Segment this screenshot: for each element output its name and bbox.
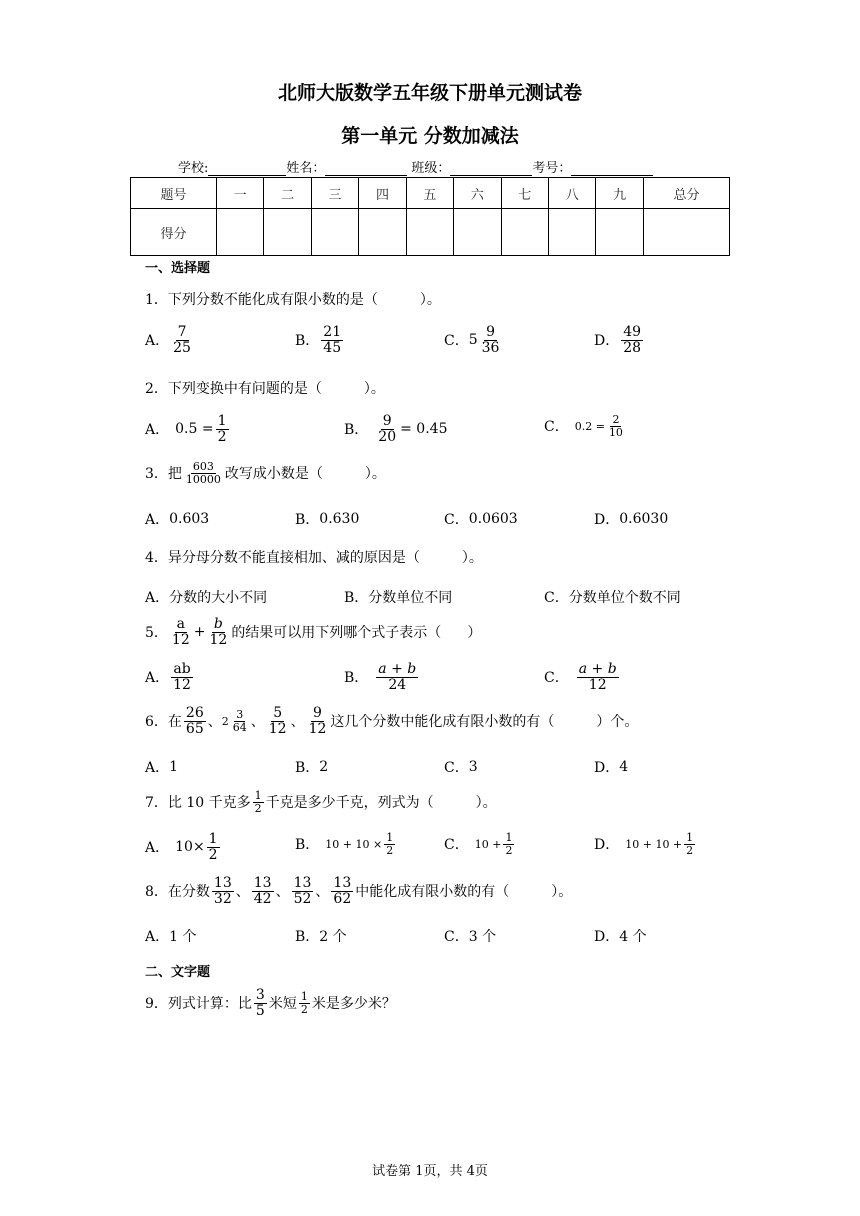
option-value: 0.6030: [619, 511, 669, 527]
question-text: 下列变换中有问题的是（: [167, 381, 322, 397]
page-subtitle: 第一单元 分数加减法: [341, 125, 519, 147]
denominator: 5: [255, 1002, 265, 1019]
denominator: 24: [388, 676, 407, 693]
option-value: 2 个: [319, 929, 347, 945]
option-value: 0.0603: [468, 511, 518, 527]
question-text: 千克是多少千克，列式为（: [265, 795, 434, 812]
denominator: 2: [686, 843, 694, 857]
question-pre: 列式计算：比: [167, 996, 252, 1013]
question-number: 4．: [145, 550, 168, 566]
option-label: B．: [295, 929, 320, 945]
page-title: 北师大版数学五年级下册单元测试卷: [277, 82, 582, 104]
fraction: [607, 414, 625, 438]
numerator: 1: [254, 789, 262, 802]
numerator: 1: [386, 831, 394, 844]
question-5: [145, 617, 481, 647]
option-label: D．: [594, 760, 620, 776]
expression-left: 10×: [175, 839, 205, 856]
numerator: 1: [217, 413, 227, 429]
score-cell[interactable]: [406, 209, 453, 256]
separator: 、: [250, 714, 265, 731]
option-label: A．: [145, 929, 170, 945]
numerator: 603: [192, 460, 214, 473]
option-label: D．: [594, 333, 620, 350]
exam-no-blank[interactable]: [571, 162, 653, 176]
denominator: 12: [588, 676, 607, 693]
fraction: [184, 706, 206, 736]
option-value: 4: [619, 759, 629, 775]
q4-option-c[interactable]: [544, 587, 681, 607]
numerator: 7: [177, 324, 187, 340]
denominator: 20: [378, 428, 397, 445]
q3-option-b[interactable]: [295, 509, 359, 529]
denominator: 28: [623, 339, 642, 356]
question-9: [145, 988, 396, 1018]
score-header-cell: 一: [216, 178, 263, 209]
denominator: 2: [300, 1002, 308, 1016]
question-tail: ）个。: [596, 714, 639, 731]
option-label: D．: [594, 837, 620, 854]
numerator: 5: [273, 705, 283, 721]
question-number: 1．: [145, 292, 168, 308]
denominator: 62: [333, 890, 352, 907]
option-label: C．: [544, 590, 569, 606]
denominator: 12: [171, 631, 190, 648]
fraction: [216, 414, 229, 444]
question-text: 异分母分数不能直接相加、减的原因是（: [167, 550, 420, 566]
fraction: [253, 790, 264, 814]
question-pre: 比 10 千克多: [167, 795, 251, 812]
q8-option-d[interactable]: [594, 926, 647, 946]
question-number: 2．: [145, 381, 168, 397]
fraction: [331, 876, 353, 906]
question-2: [145, 378, 385, 398]
q8-option-b[interactable]: [295, 926, 347, 946]
numerator: a + b: [578, 661, 617, 677]
numerator: 1: [300, 990, 308, 1004]
score-header-cell: 六: [454, 178, 501, 209]
denominator: 65: [185, 720, 204, 737]
option-value: 1 个: [169, 929, 197, 945]
name-blank[interactable]: [325, 162, 407, 176]
fraction: [307, 706, 329, 736]
numerator: 26: [185, 705, 204, 721]
question-3: [145, 461, 386, 485]
question-tail: ）。: [475, 795, 497, 812]
fraction: [171, 662, 193, 692]
page-footer: 试卷第 1页，共 4页: [372, 1164, 488, 1179]
denominator: 2: [505, 843, 513, 857]
question-number: 9．: [145, 996, 168, 1013]
option-label: A．: [145, 760, 170, 776]
score-header-cell: 四: [359, 178, 406, 209]
school-blank[interactable]: [208, 162, 286, 176]
numerator: a + b: [378, 661, 417, 677]
option-label: D．: [594, 512, 620, 528]
numerator: 13: [333, 875, 352, 891]
fraction: [376, 662, 418, 692]
school-label: 学校:: [178, 161, 209, 176]
option-value: 3 个: [468, 929, 497, 945]
separator: 、: [290, 714, 305, 731]
class-label: 班级：: [411, 161, 451, 176]
exam-no-label: 考号：: [532, 161, 572, 176]
question-tail: ）。: [461, 550, 483, 566]
score-header-cell: 七: [501, 178, 548, 209]
fraction: [621, 325, 643, 355]
numerator: 2: [612, 413, 620, 426]
fraction: [171, 325, 193, 355]
denominator: 52: [293, 890, 312, 907]
q7-option-a[interactable]: [145, 832, 222, 862]
fraction: [267, 706, 289, 736]
question-text: 下列分数不能化成有限小数的是（: [167, 292, 378, 308]
score-cell[interactable]: [643, 209, 729, 256]
question-tail: ）。: [551, 884, 573, 901]
numerator: 1: [686, 831, 694, 844]
question-tail: ）。: [364, 466, 386, 483]
q3-option-c[interactable]: [444, 509, 518, 529]
fraction: [207, 617, 229, 647]
question-text: 改写成小数是（: [224, 466, 323, 483]
numerator: 3: [255, 987, 265, 1003]
fraction: [480, 325, 502, 355]
option-label: B．: [344, 590, 369, 606]
q7-option-b[interactable]: [295, 832, 397, 856]
q2-option-a[interactable]: [145, 414, 231, 444]
fraction: [170, 617, 192, 647]
q5-option-a[interactable]: [145, 662, 195, 692]
fraction: [299, 991, 310, 1015]
class-blank[interactable]: [450, 162, 532, 176]
numerator: 9: [382, 413, 392, 429]
q7-option-c[interactable]: [444, 832, 516, 856]
option-label: B．: [295, 333, 320, 350]
option-value: 分数单位个数不同: [568, 590, 681, 606]
student-info-line: [178, 157, 653, 176]
option-label: D．: [594, 929, 620, 945]
score-cell[interactable]: [264, 209, 311, 256]
denominator: 42: [253, 890, 272, 907]
denominator: 12: [209, 631, 228, 648]
numerator: 13: [213, 875, 232, 891]
denominator: 10: [608, 425, 623, 439]
fraction: [184, 461, 223, 485]
score-header-cell: 二: [264, 178, 311, 209]
denominator: 12: [308, 720, 327, 737]
score-table-score-row: [131, 209, 730, 256]
q3-option-a[interactable]: [145, 509, 209, 529]
numerator: 3: [236, 708, 244, 722]
question-mid: 米短: [268, 996, 297, 1013]
question-pre: 在: [167, 714, 182, 731]
score-cell[interactable]: [549, 209, 596, 256]
denominator: 2: [208, 846, 218, 863]
option-label: A．: [145, 840, 170, 857]
q3-option-d[interactable]: [594, 509, 668, 529]
denominator: 25: [173, 339, 191, 356]
q1-option-d[interactable]: [594, 325, 645, 355]
score-header-cell: 三: [311, 178, 358, 209]
question-7: [145, 790, 497, 814]
q8-option-c[interactable]: [444, 926, 496, 946]
plus-sign: +: [193, 624, 206, 641]
denominator: 32: [213, 890, 232, 907]
q5-option-c[interactable]: [544, 662, 621, 692]
expression-right: = 0.45: [400, 421, 448, 438]
separator: 、: [207, 714, 222, 731]
option-label: C．: [444, 512, 469, 528]
question-number: 5．: [145, 625, 168, 642]
score-table: [130, 177, 730, 256]
denominator: 12: [268, 720, 287, 737]
q4-option-a[interactable]: [145, 587, 267, 607]
q2-option-b[interactable]: [344, 414, 447, 444]
q1-option-c[interactable]: [444, 325, 503, 355]
question-text: 中能化成有限小数的有（: [355, 884, 510, 901]
denominator: 64: [232, 720, 247, 734]
score-table-header-row: [131, 178, 730, 209]
question-number: 3．: [145, 466, 168, 483]
fraction: [254, 988, 267, 1018]
section-heading-word-problems: 二、文字题: [145, 965, 211, 980]
q1-option-b[interactable]: [295, 325, 345, 355]
expression-left: 0.5 =: [175, 421, 214, 438]
option-label: C．: [444, 837, 469, 854]
fraction: [503, 832, 514, 856]
numerator: 1: [505, 831, 513, 844]
question-8: [145, 876, 572, 906]
question-tail: ）。: [419, 292, 441, 308]
score-cell[interactable]: [454, 209, 501, 256]
score-header-cell: 总分: [643, 178, 729, 209]
question-text: 这几个分数中能化成有限小数的有（: [330, 714, 555, 731]
option-value: 1: [169, 759, 179, 775]
option-label: B．: [344, 422, 369, 439]
option-value: 4 个: [619, 929, 647, 945]
option-label: B．: [295, 837, 320, 854]
question-number: 7．: [145, 795, 168, 812]
numerator: 9: [313, 705, 322, 721]
denominator: 45: [323, 339, 342, 356]
score-cell[interactable]: [596, 209, 643, 256]
q2-option-c[interactable]: [544, 414, 627, 438]
question-6: [145, 706, 638, 736]
q8-option-a[interactable]: [145, 926, 196, 946]
question-number: 8．: [145, 884, 168, 901]
score-cell[interactable]: [216, 209, 263, 256]
score-cell[interactable]: [359, 209, 406, 256]
expression-left: 10 +: [474, 837, 502, 851]
question-pre: 在分数: [167, 884, 210, 901]
option-value: 0.630: [319, 511, 360, 527]
fraction: [376, 414, 398, 444]
separator: 、: [315, 884, 330, 901]
option-label: A．: [145, 590, 170, 606]
q5-option-b[interactable]: [344, 662, 420, 692]
q4-option-b[interactable]: [344, 587, 452, 607]
fraction: [577, 662, 619, 692]
option-label: C．: [544, 419, 569, 436]
expression-left: 0.2 =: [574, 419, 605, 433]
option-label: A．: [145, 333, 170, 350]
denominator: 2: [254, 801, 262, 815]
score-header-cell: 题号: [131, 178, 217, 209]
expression-left: 10 + 10 ×: [325, 837, 383, 851]
option-label: C．: [444, 929, 469, 945]
option-value: 2: [319, 759, 329, 775]
numerator: 21: [323, 324, 342, 340]
option-label: B．: [344, 670, 369, 687]
denominator: 2: [386, 843, 394, 857]
fraction: [231, 709, 249, 733]
option-label: B．: [295, 760, 320, 776]
name-label: 姓名：: [286, 161, 326, 176]
question-1: [145, 289, 441, 309]
separator: 、: [275, 884, 290, 901]
numerator: 9: [486, 324, 496, 340]
fraction: [384, 832, 395, 856]
option-value: 0.603: [169, 511, 210, 527]
q1-option-a[interactable]: [145, 325, 195, 355]
numerator: 49: [623, 324, 642, 340]
whole-part: 2: [221, 714, 229, 728]
numerator: b: [213, 616, 223, 632]
q6-option-d[interactable]: [594, 757, 628, 777]
numerator: 13: [293, 875, 312, 891]
numerator: 1: [208, 831, 218, 847]
whole-part: 5: [468, 332, 478, 349]
q6-option-a[interactable]: [145, 757, 178, 777]
fraction: [292, 876, 314, 906]
question-text: 的结果可以用下列哪个式子表示（: [231, 625, 442, 642]
denominator: 10000: [185, 472, 221, 486]
question-text: 米是多少米？: [311, 996, 396, 1013]
score-header-cell: 九: [596, 178, 643, 209]
denominator: 36: [481, 339, 500, 356]
fraction: [207, 832, 220, 862]
score-cell[interactable]: [501, 209, 548, 256]
option-label: A．: [145, 512, 170, 528]
numerator: 13: [253, 875, 272, 891]
denominator: 12: [173, 676, 191, 693]
question-tail: ）: [467, 625, 482, 642]
q6-option-b[interactable]: [295, 757, 328, 777]
question-pre: 把: [167, 466, 182, 483]
denominator: 2: [217, 428, 227, 445]
question-number: 6．: [145, 714, 168, 731]
fraction: [252, 876, 274, 906]
option-label: A．: [145, 422, 170, 439]
question-tail: ）。: [363, 381, 385, 397]
option-label: B．: [295, 512, 320, 528]
q6-option-c[interactable]: [444, 757, 478, 777]
option-label: C．: [444, 333, 469, 350]
option-label: C．: [444, 760, 469, 776]
option-label: C．: [544, 670, 569, 687]
option-value: 分数的大小不同: [169, 590, 268, 606]
separator: 、: [235, 884, 250, 901]
score-header-cell: 八: [549, 178, 596, 209]
score-header-cell: 五: [406, 178, 453, 209]
question-4: [145, 547, 483, 567]
q7-option-d[interactable]: [594, 832, 697, 856]
expression-left: 10 + 10 +: [625, 837, 683, 851]
section-heading-choice: 一、选择题: [145, 261, 211, 276]
fraction: [321, 325, 343, 355]
score-cell[interactable]: [311, 209, 358, 256]
option-value: 3: [468, 759, 478, 775]
option-value: 分数单位不同: [368, 590, 453, 606]
numerator: a: [176, 616, 186, 632]
option-label: A．: [145, 670, 170, 687]
fraction: [684, 832, 695, 856]
score-row-label: 得分: [131, 209, 217, 256]
numerator: ab: [173, 661, 191, 677]
fraction: [212, 876, 234, 906]
